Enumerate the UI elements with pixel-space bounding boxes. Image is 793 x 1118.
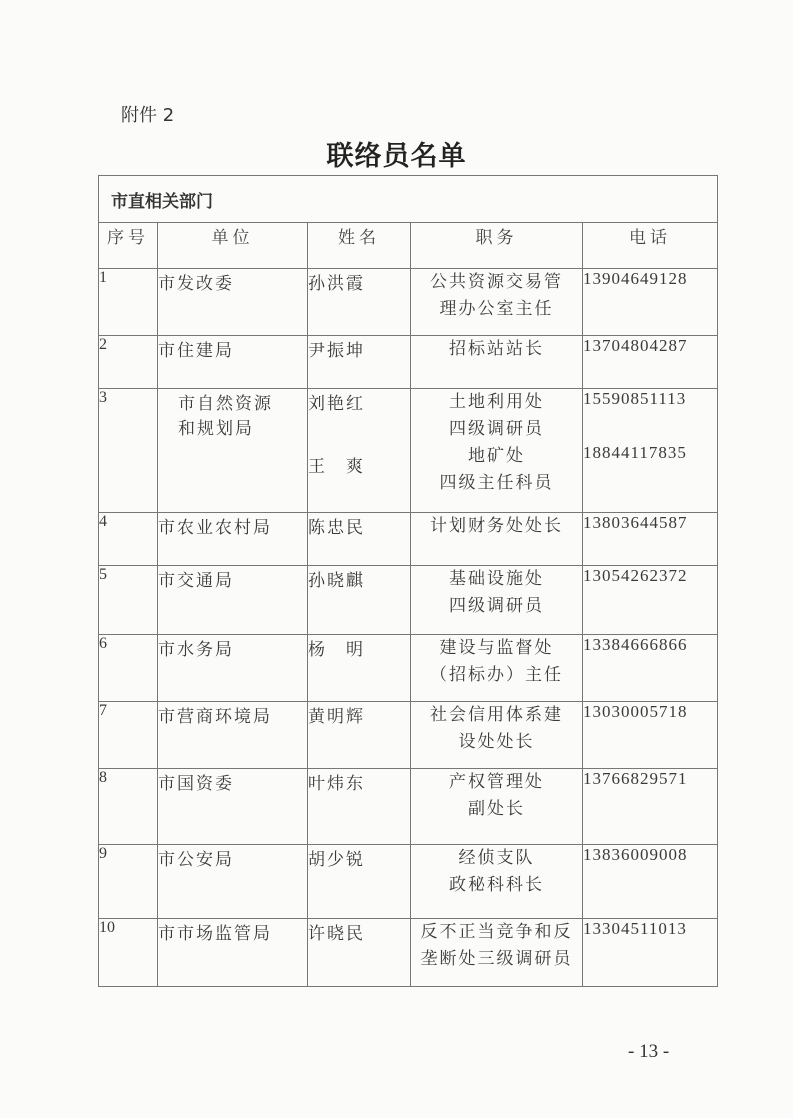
name-line: 黄明辉 [308, 707, 365, 727]
unit-line: 市住建局 [158, 341, 234, 361]
name-line: 尹振坤 [308, 341, 365, 361]
duty-line: 设处处长 [458, 732, 535, 752]
section-heading: 市直相关部门 [99, 176, 718, 223]
unit-cell [158, 336, 308, 389]
table-row [99, 919, 718, 987]
name-line: 胡少锐 [308, 850, 365, 870]
duty-line: 政秘科科长 [449, 875, 544, 895]
unit-line: 和规划局 [178, 419, 254, 439]
duty-line: 理办公室主任 [439, 299, 554, 319]
name-line: 许晓民 [308, 924, 365, 944]
name-line: 杨 明 [308, 640, 365, 660]
name-line: 孙洪霞 [308, 274, 365, 294]
page-number: - 13 - [628, 1041, 670, 1062]
table-row [99, 845, 718, 919]
header-phone: 电话 [583, 223, 718, 269]
unit-cell [158, 566, 308, 635]
name-line: 刘艳红 [308, 394, 365, 414]
unit-line: 市发改委 [158, 274, 234, 294]
unit-cell [158, 269, 308, 336]
phone-cell [583, 336, 718, 389]
phone-cell [583, 769, 718, 845]
header-row [99, 223, 718, 269]
name-cell [308, 336, 411, 389]
row-index: 4 [99, 513, 158, 566]
phone-line: 13836009008 [583, 845, 688, 864]
unit-line: 市自然资源 [178, 394, 273, 414]
phone-line: 13030005718 [583, 702, 688, 721]
header-name: 姓名 [308, 223, 411, 269]
duty-cell [411, 513, 583, 566]
name-cell [308, 513, 411, 566]
section-row [99, 176, 718, 223]
name-cell [308, 702, 411, 769]
unit-line: 市公安局 [158, 850, 234, 870]
duty-cell [411, 919, 583, 987]
phone-cell [583, 919, 718, 987]
row-index: 6 [99, 635, 158, 702]
phone-cell [583, 513, 718, 566]
phone-line: 18844117835 [583, 443, 687, 462]
unit-cell [158, 513, 308, 566]
phone-cell [583, 635, 718, 702]
duty-cell [411, 702, 583, 769]
duty-line: 建设与监督处 [439, 638, 554, 658]
table-row [99, 566, 718, 635]
unit-line: 市国资委 [158, 774, 234, 794]
duty-line: 副处长 [468, 799, 525, 819]
row-index: 7 [99, 702, 158, 769]
table-row [99, 336, 718, 389]
row-index: 3 [99, 389, 158, 513]
unit-line: 市农业农村局 [158, 518, 272, 538]
duty-line: 产权管理处 [449, 772, 544, 792]
row-index: 9 [99, 845, 158, 919]
duty-line: 基础设施处 [449, 569, 544, 589]
table-row [99, 702, 718, 769]
duty-cell [411, 769, 583, 845]
table-row [99, 635, 718, 702]
unit-line: 市市场监管局 [158, 924, 272, 944]
row-index: 5 [99, 566, 158, 635]
duty-cell [411, 635, 583, 702]
phone-cell [583, 845, 718, 919]
unit-cell [158, 702, 308, 769]
phone-line: 13704804287 [583, 336, 688, 355]
header-index: 序号 [99, 223, 158, 269]
duty-line: 招标站站长 [449, 339, 544, 359]
phone-cell [583, 389, 718, 513]
attachment-label: 附件 2 [121, 105, 175, 126]
name-cell [308, 269, 411, 336]
phone-line: 13904649128 [583, 269, 688, 288]
row-index: 8 [99, 769, 158, 845]
name-cell [308, 845, 411, 919]
phone-cell [583, 269, 718, 336]
duty-cell [411, 336, 583, 389]
table-row [99, 769, 718, 845]
duty-line: 反不正当竞争和反 [420, 922, 573, 942]
name-line: 陈忠民 [308, 518, 365, 538]
duty-cell [411, 845, 583, 919]
phone-line: 13384666866 [583, 635, 688, 654]
name-line: 叶炜东 [308, 774, 365, 794]
duty-line: （招标办）主任 [430, 665, 563, 685]
duty-line: 社会信用体系建 [430, 705, 563, 725]
name-line: 孙晓麒 [308, 571, 365, 591]
unit-line: 市交通局 [158, 571, 234, 591]
unit-cell [158, 389, 308, 513]
document-title: 联络员名单 [326, 141, 467, 172]
duty-line: 四级调研员 [449, 419, 544, 439]
phone-cell [583, 566, 718, 635]
row-index: 10 [99, 919, 158, 987]
table-body [99, 269, 718, 987]
table-row [99, 389, 718, 513]
duty-line: 垄断处三级调研员 [420, 949, 573, 969]
duty-cell [411, 269, 583, 336]
name-cell [308, 389, 411, 513]
phone-cell [583, 702, 718, 769]
duty-line: 公共资源交易管 [430, 272, 563, 292]
duty-line: 计划财务处处长 [430, 516, 563, 536]
unit-line: 市营商环境局 [158, 707, 272, 727]
phone-line: 13054262372 [583, 566, 688, 585]
phone-line: 13766829571 [583, 769, 688, 788]
unit-cell [158, 919, 308, 987]
phone-line: 15590851113 [583, 389, 687, 408]
unit-line: 市水务局 [158, 640, 234, 660]
duty-cell [411, 389, 583, 513]
table-row [99, 269, 718, 336]
header-unit: 单位 [158, 223, 308, 269]
name-cell [308, 919, 411, 987]
row-index: 2 [99, 336, 158, 389]
table-row [99, 513, 718, 566]
duty-line: 土地利用处 [449, 392, 544, 412]
duty-line: 四级主任科员 [439, 473, 554, 493]
name-cell [308, 635, 411, 702]
unit-cell [158, 845, 308, 919]
unit-cell [158, 635, 308, 702]
duty-line: 经侦支队 [458, 848, 535, 868]
phone-line: 13803644587 [583, 513, 688, 532]
phone-line: 13304511013 [583, 919, 687, 938]
header-duty: 职务 [411, 223, 583, 269]
duty-line: 四级调研员 [449, 596, 544, 616]
unit-cell [158, 769, 308, 845]
duty-line: 地矿处 [468, 446, 525, 466]
row-index: 1 [99, 269, 158, 336]
liaison-table [98, 175, 718, 987]
name-cell [308, 769, 411, 845]
name-cell [308, 566, 411, 635]
duty-cell [411, 566, 583, 635]
name-line: 王 爽 [308, 457, 365, 477]
